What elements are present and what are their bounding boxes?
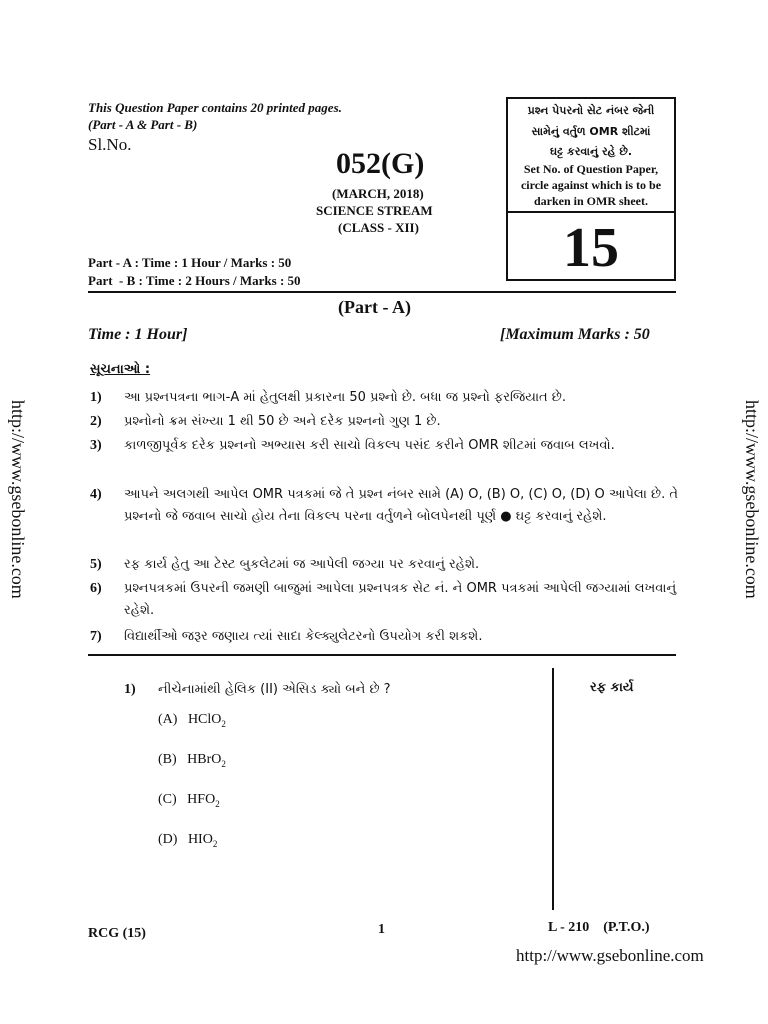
set-box-en-line1: Set No. of Question Paper, bbox=[523, 162, 659, 176]
option-a bbox=[158, 712, 226, 729]
header-divider bbox=[88, 291, 676, 293]
set-number-box bbox=[506, 97, 676, 281]
footer-pto: L - 210 (P.T.O.) bbox=[548, 920, 650, 935]
instruction-number: 3) bbox=[90, 438, 102, 453]
instruction-number: 1) bbox=[90, 390, 102, 405]
option-d bbox=[158, 832, 217, 849]
part-a-time: Part - A : Time : 1 Hour / Marks : 50 bbox=[88, 255, 292, 270]
instructions-heading: સૂચનાઓ : bbox=[90, 362, 151, 377]
option-formula: HBrO bbox=[187, 752, 222, 767]
instruction-item bbox=[90, 484, 684, 528]
option-subscript: 2 bbox=[221, 758, 226, 769]
set-box-gu-line2: સામેનું વર્તુળ OMR શીટમાં bbox=[531, 125, 651, 138]
part-title: (Part - A) bbox=[338, 297, 411, 317]
option-label: (A) bbox=[158, 712, 178, 727]
option-subscript: 2 bbox=[215, 798, 220, 809]
instruction-item bbox=[90, 626, 684, 648]
option-label: (D) bbox=[158, 832, 178, 847]
instruction-text: રફ કાર્ય હેતુ આ ટેસ્ટ બુકલેટમાં જ આપેલી જગ્યા પર કરવાનું રહેશે. bbox=[124, 557, 480, 572]
max-marks: [Maximum Marks : 50 bbox=[500, 326, 650, 343]
paper-code: 052(G) bbox=[336, 147, 425, 180]
rough-work-label: રફ કાર્ય bbox=[590, 680, 634, 695]
option-label: (C) bbox=[158, 792, 177, 807]
set-box-en-line2: circle against which is to be bbox=[520, 178, 662, 192]
instruction-number: 2) bbox=[90, 414, 102, 429]
parts-note: (Part - A & Part - B) bbox=[88, 117, 198, 132]
option-formula: HClO bbox=[187, 712, 222, 727]
instruction-item bbox=[90, 387, 684, 409]
question-text: નીચેનામાંથી હેલિક (II) એસિડ ક્યો બને છે ? bbox=[158, 682, 391, 697]
exam-date: (MARCH, 2018) bbox=[332, 186, 424, 201]
instruction-text: પ્રશ્નપત્રકમાં ઉપરની જમણી બાજુમાં આપેલા પ્રશ્નપત્રક સેટ નં. ને OMR પત્રકમાં આપેલી જગ્યામાં લખવાનું રહેશે. bbox=[124, 581, 677, 618]
instruction-item bbox=[90, 435, 684, 457]
set-box-gu-line3: ઘટ્ટ કરવાનું રહે છે. bbox=[549, 145, 633, 158]
class-label: (CLASS - XII) bbox=[338, 220, 419, 235]
option-formula: HIO bbox=[187, 832, 213, 847]
page-number: 1 bbox=[378, 922, 385, 937]
pages-note: This Question Paper contains 20 printed pages. bbox=[88, 100, 342, 115]
instructions-divider bbox=[88, 654, 676, 656]
option-formula: HFO bbox=[187, 792, 216, 807]
instruction-text: આ પ્રશ્નપત્રના ભાગ-A માં હેતુલક્ષી પ્રકારના 50 પ્રશ્નો છે. બધા જ પ્રશ્નો ફરજિયાત છે. bbox=[124, 390, 566, 405]
instruction-text: કાળજીપૂર્વક દરેક પ્રશ્નનો અભ્યાસ કરી સાચો વિકલ્પ પસંદ કરીને OMR શીટમાં જવાબ લખવો. bbox=[124, 438, 615, 453]
option-b bbox=[158, 752, 226, 769]
time-label: Time : 1 Hour] bbox=[88, 326, 188, 343]
question-number: 1) bbox=[124, 682, 136, 697]
set-box-en-line3: darken in OMR sheet. bbox=[534, 194, 648, 208]
instruction-number: 5) bbox=[90, 557, 102, 572]
footer-url: http://www.gsebonline.com bbox=[516, 946, 704, 965]
set-box-gu-line1: પ્રશ્ન પેપરનો સેટ નંબર જેની bbox=[527, 104, 655, 117]
instruction-number: 4) bbox=[90, 487, 102, 502]
stream-label: SCIENCE STREAM bbox=[316, 203, 433, 218]
option-c bbox=[158, 792, 220, 809]
instruction-item bbox=[90, 411, 684, 433]
instruction-number: 6) bbox=[90, 581, 102, 596]
instruction-text: પ્રશ્નોનો ક્રમ સંખ્યા 1 થી 50 છે અને દરેક પ્રશ્નનો ગુણ 1 છે. bbox=[124, 414, 441, 429]
option-label: (B) bbox=[158, 752, 177, 767]
side-watermark-right: http://www.gsebonline.com bbox=[742, 400, 762, 599]
instruction-item bbox=[90, 554, 684, 576]
side-watermark-left: http://www.gsebonline.com bbox=[8, 400, 28, 599]
instruction-number: 7) bbox=[90, 629, 102, 644]
serial-number-label: Sl.No. bbox=[88, 135, 132, 154]
rough-work-divider bbox=[552, 668, 554, 910]
option-subscript: 2 bbox=[221, 718, 226, 729]
part-b-time: Part - B : Time : 2 Hours / Marks : 50 bbox=[88, 273, 301, 288]
instruction-text: આપને અલગથી આપેલ OMR પત્રકમાં જે તે પ્રશ્ન નંબર સામે (A) O, (B) O, (C) O, (D) O આપેલા છે. તે પ્રશ્નનો જે જવાબ સાચો હોય તેના વિકલ્પ પરના વર્તુળને બોલપેનથી પૂર્ણ ● ઘટ્ટ કરવાનું રહેશે. bbox=[124, 487, 678, 524]
instruction-item bbox=[90, 578, 684, 622]
footer-code: RCG (15) bbox=[88, 926, 146, 941]
instruction-text: વિદ્યાર્થીઓ જરૂર જણાય ત્યાં સાદા કેલ્ક્યુલેટરનો ઉપયોગ કરી શકશે. bbox=[124, 629, 483, 644]
set-number: 15 bbox=[508, 211, 674, 283]
option-subscript: 2 bbox=[212, 838, 218, 849]
